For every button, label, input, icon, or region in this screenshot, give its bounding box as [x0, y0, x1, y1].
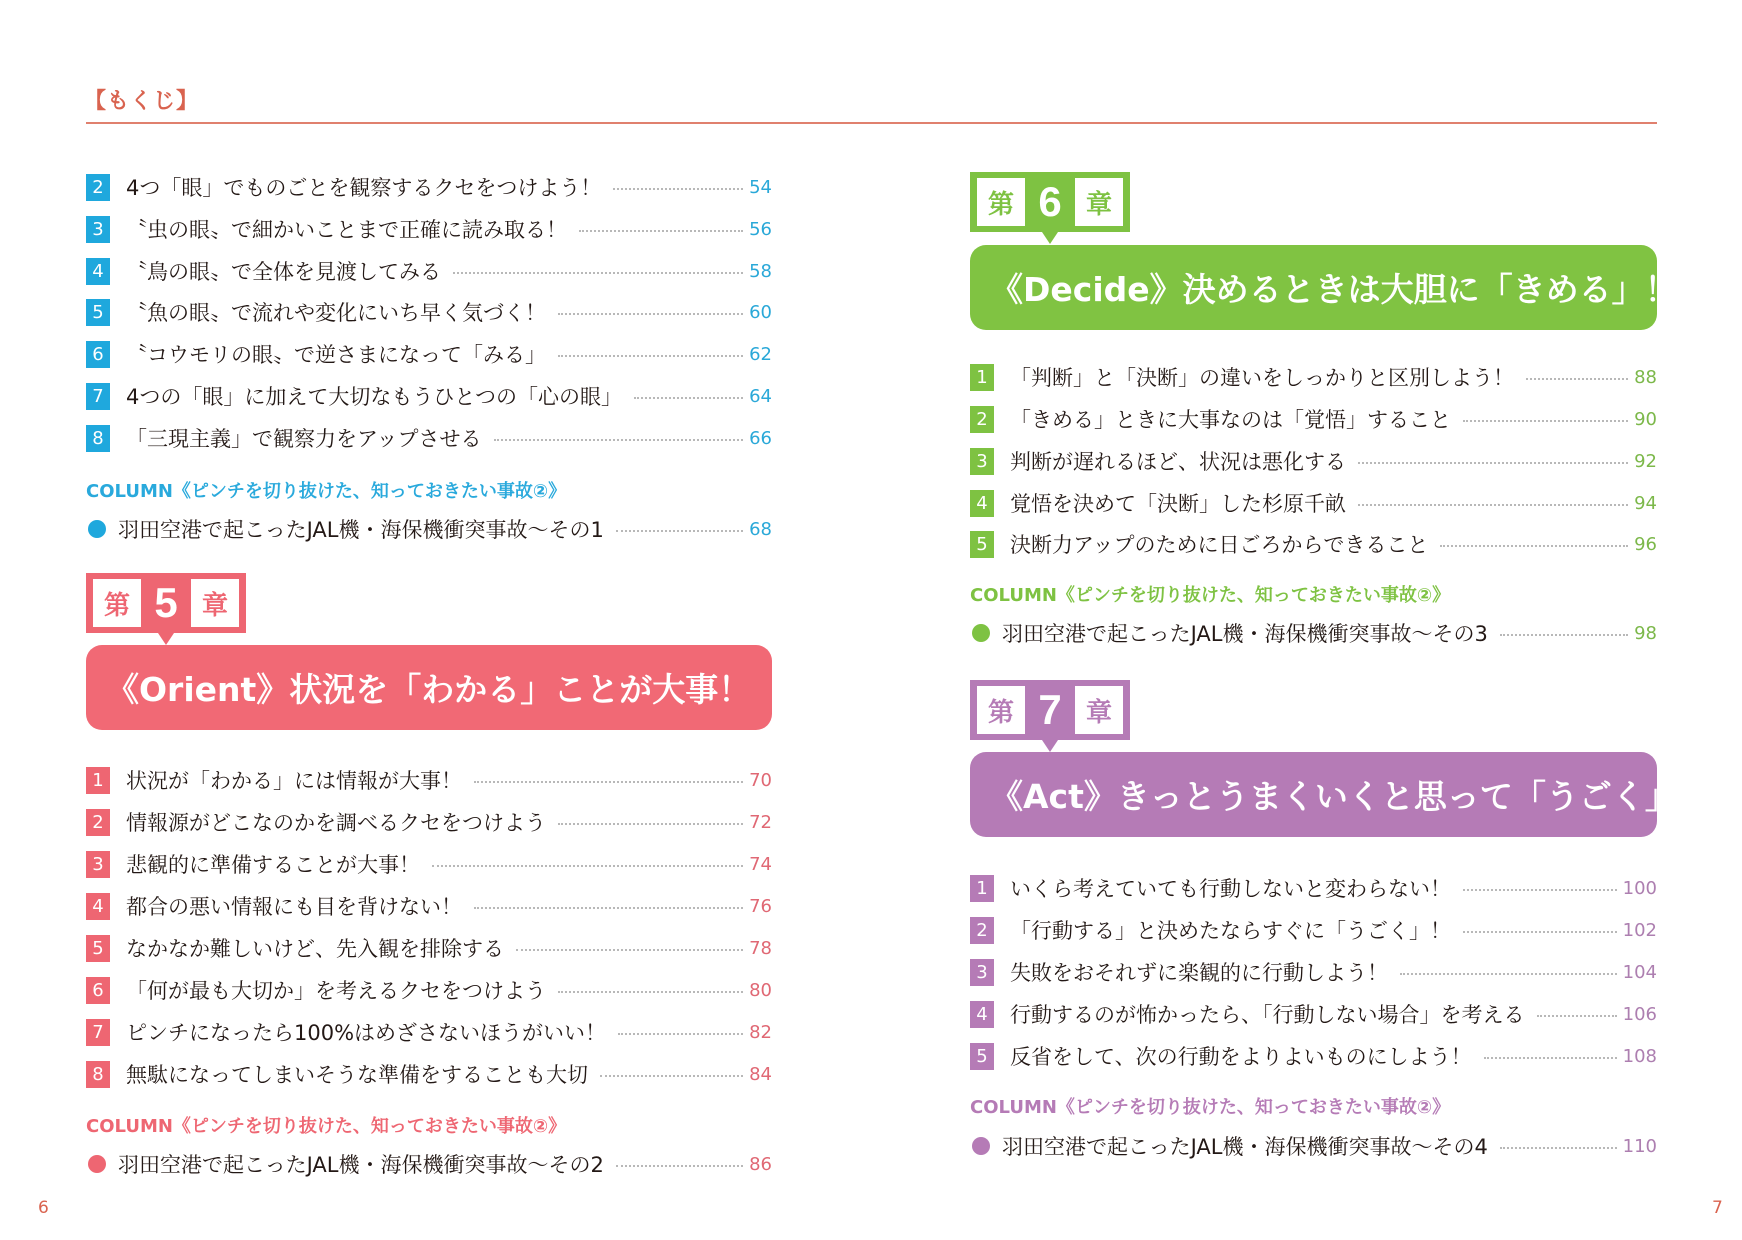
entry-number: 4	[86, 893, 110, 920]
chapter-badge	[970, 172, 1130, 232]
chapter-number: 5	[154, 579, 178, 626]
badge-pointer-icon	[1042, 740, 1058, 752]
column-heading: COLUMN《ピンチを切り抜けた、知っておきたい事故②》	[86, 481, 567, 502]
toc-entry[interactable]	[86, 1017, 772, 1047]
dot-leader	[1484, 1057, 1617, 1059]
entry-page: 72	[749, 811, 772, 833]
toc-entry[interactable]	[86, 975, 772, 1005]
chapter-badge	[86, 573, 246, 633]
entry-title: 〝虫の眼〟で細かいことまで正確に読み取る！	[126, 218, 567, 242]
entry-title: 羽田空港で起こったJAL機・海保機衝突事故〜その4	[1002, 1135, 1488, 1159]
toc-entry[interactable]	[970, 529, 1657, 559]
entry-page: 106	[1622, 1003, 1657, 1025]
toc-entry[interactable]	[86, 933, 772, 963]
dot-leader	[1537, 1015, 1617, 1017]
badge-prefix: 第	[93, 579, 141, 627]
entry-title: 4つの「眼」に加えて大切なもうひとつの「心の眼」	[126, 385, 622, 409]
entry-number: 1	[86, 767, 110, 794]
dot-leader	[634, 397, 743, 399]
entry-number: 1	[970, 364, 994, 391]
toc-entry[interactable]	[86, 297, 772, 327]
column-heading: COLUMN《ピンチを切り抜けた、知っておきたい事故②》	[970, 1097, 1451, 1118]
bullet-dot-icon	[88, 1155, 106, 1173]
entry-number: 4	[86, 258, 110, 285]
dot-leader	[516, 949, 743, 951]
entry-title: 〝魚の眼〟で流れや変化にいち早く気づく！	[126, 301, 546, 325]
entry-number: 8	[86, 1061, 110, 1088]
toc-entry[interactable]	[86, 423, 772, 453]
toc-entry[interactable]	[86, 339, 772, 369]
toc-entry[interactable]	[86, 849, 772, 879]
entry-number: 2	[86, 809, 110, 836]
entry-number: 1	[970, 875, 994, 902]
toc-entry[interactable]	[86, 1059, 772, 1089]
toc-entry[interactable]	[970, 957, 1657, 987]
entry-number: 6	[86, 341, 110, 368]
left-page-column	[86, 0, 772, 1240]
dot-leader	[1463, 931, 1617, 933]
toc-entry[interactable]	[970, 362, 1657, 392]
entry-page: 78	[749, 937, 772, 959]
entry-title: 〝鳥の眼〟で全体を見渡してみる	[126, 260, 441, 284]
entry-number: 7	[86, 1019, 110, 1046]
chapter-badge	[970, 680, 1130, 740]
dot-leader	[616, 530, 743, 532]
badge-prefix: 第	[977, 178, 1025, 226]
entry-number: 5	[86, 299, 110, 326]
entry-title: 失敗をおそれずに楽観的に行動しよう！	[1010, 961, 1388, 985]
chapter-banner[interactable]: 《Act》きっとうまくいくと思って「うごく」！	[970, 752, 1657, 837]
entry-title: いくら考えていても行動しないと変わらない！	[1010, 877, 1451, 901]
entry-page: 82	[749, 1021, 772, 1043]
toc-entry[interactable]	[970, 873, 1657, 903]
dot-leader	[1358, 462, 1628, 464]
entry-title: 「きめる」ときに大事なのは「覚悟」すること	[1010, 408, 1451, 432]
entry-page: 64	[749, 385, 772, 407]
entry-number: 3	[970, 959, 994, 986]
dot-leader	[1440, 545, 1628, 547]
entry-number: 8	[86, 425, 110, 452]
entry-number: 2	[970, 406, 994, 433]
bullet-dot-icon	[972, 1137, 990, 1155]
entry-page: 90	[1634, 408, 1657, 430]
column-heading: COLUMN《ピンチを切り抜けた、知っておきたい事故②》	[86, 1116, 567, 1137]
toc-entry[interactable]	[86, 381, 772, 411]
column-entry[interactable]	[970, 618, 1657, 648]
dot-leader	[453, 272, 743, 274]
dot-leader	[558, 823, 743, 825]
dot-leader	[1526, 378, 1628, 380]
dot-leader	[1358, 504, 1628, 506]
entry-title: 判断が遅れるほど、状況は悪化する	[1010, 450, 1346, 474]
column-entry[interactable]	[970, 1131, 1657, 1161]
entry-number: 2	[970, 917, 994, 944]
badge-prefix: 第	[977, 686, 1025, 734]
entry-title: 反省をして、次の行動をよりよいものにしよう！	[1010, 1045, 1472, 1069]
entry-number: 3	[970, 448, 994, 475]
entry-title: 情報源がどこなのかを調べるクセをつけよう	[126, 811, 546, 835]
dot-leader	[474, 781, 743, 783]
entry-number: 6	[86, 977, 110, 1004]
entry-title: 覚悟を決めて「決断」した杉原千畝	[1010, 492, 1346, 516]
entry-number: 3	[86, 216, 110, 243]
entry-page: 74	[749, 853, 772, 875]
entry-number: 5	[970, 1043, 994, 1070]
dot-leader	[1463, 889, 1617, 891]
entry-page: 58	[749, 260, 772, 282]
entry-page: 104	[1622, 961, 1657, 983]
entry-page: 100	[1622, 877, 1657, 899]
page-number-left: 6	[38, 1198, 49, 1218]
column-heading: COLUMN《ピンチを切り抜けた、知っておきたい事故②》	[970, 585, 1451, 606]
entry-page: 66	[749, 427, 772, 449]
entry-title: ピンチになったら100%はめざさないほうがいい！	[126, 1021, 607, 1045]
entry-page: 86	[749, 1153, 772, 1175]
toc-entry[interactable]	[86, 765, 772, 795]
chapter-number: 7	[1038, 686, 1062, 733]
toc-entry[interactable]	[86, 807, 772, 837]
entry-page: 96	[1634, 533, 1657, 555]
entry-title: 悲観的に準備することが大事！	[126, 853, 420, 877]
toc-entry[interactable]	[86, 891, 772, 921]
chapter-number: 6	[1038, 178, 1062, 225]
entry-page: 60	[749, 301, 772, 323]
badge-pointer-icon	[1042, 232, 1058, 244]
badge-suffix: 章	[1075, 686, 1123, 734]
dot-leader	[494, 439, 744, 441]
toc-entry[interactable]	[970, 404, 1657, 434]
entry-number: 4	[970, 1001, 994, 1028]
entry-page: 98	[1634, 622, 1657, 644]
entry-page: 102	[1622, 919, 1657, 941]
toc-entry[interactable]	[86, 256, 772, 286]
entry-number: 5	[86, 935, 110, 962]
bullet-dot-icon	[88, 520, 106, 538]
entry-title: なかなか難しいけど、先入観を排除する	[126, 937, 504, 961]
right-page-column	[970, 0, 1711, 1240]
badge-suffix: 章	[191, 579, 239, 627]
dot-leader	[558, 355, 743, 357]
chapter-banner[interactable]: 《Decide》決めるときは大胆に「きめる」！	[970, 245, 1657, 330]
entry-page: 110	[1622, 1135, 1657, 1157]
column-entry[interactable]	[86, 1149, 772, 1179]
entry-title: 4つ「眼」でものごとを観察するクセをつけよう！	[126, 176, 602, 200]
toc-entry[interactable]	[86, 214, 772, 244]
dot-leader	[618, 1033, 743, 1035]
dot-leader	[558, 991, 743, 993]
dot-leader	[1500, 634, 1628, 636]
entry-number: 4	[970, 490, 994, 517]
entry-title: 羽田空港で起こったJAL機・海保機衝突事故〜その2	[118, 1153, 604, 1177]
badge-suffix: 章	[1075, 178, 1123, 226]
entry-page: 54	[749, 176, 772, 198]
entry-title: 決断力アップのために日ごろからできること	[1010, 533, 1429, 557]
dot-leader	[616, 1165, 743, 1167]
toc-entry[interactable]	[970, 999, 1657, 1029]
entry-title: 状況が「わかる」には情報が大事！	[126, 769, 462, 793]
entry-number: 2	[86, 174, 110, 201]
entry-title: 「何が最も大切か」を考えるクセをつけよう	[126, 979, 546, 1003]
dot-leader	[558, 313, 743, 315]
badge-pointer-icon	[158, 633, 174, 645]
entry-title: 都合の悪い情報にも目を背けない！	[126, 895, 462, 919]
entry-title: 羽田空港で起こったJAL機・海保機衝突事故〜その3	[1002, 622, 1488, 646]
dot-leader	[600, 1075, 743, 1077]
dot-leader	[474, 907, 743, 909]
dot-leader	[613, 188, 743, 190]
dot-leader	[1400, 973, 1617, 975]
entry-page: 62	[749, 343, 772, 365]
entry-number: 3	[86, 851, 110, 878]
dot-leader	[1500, 1147, 1617, 1149]
entry-page: 80	[749, 979, 772, 1001]
entry-title: 「行動する」と決めたならすぐに「うごく」！	[1010, 919, 1451, 943]
entry-page: 56	[749, 218, 772, 240]
entry-title: 無駄になってしまいそうな準備をすることも大切	[126, 1063, 588, 1087]
entry-title: 「三現主義」で観察力をアップさせる	[126, 427, 482, 451]
bullet-dot-icon	[972, 624, 990, 642]
entry-title: 行動するのが怖かったら、「行動しない場合」を考える	[1010, 1003, 1525, 1027]
entry-number: 5	[970, 531, 994, 558]
toc-entry[interactable]	[970, 488, 1657, 518]
entry-page: 84	[749, 1063, 772, 1085]
dot-leader	[432, 865, 743, 867]
dot-leader	[1463, 420, 1628, 422]
chapter-banner[interactable]: 《Orient》状況を「わかる」ことが大事！	[86, 645, 772, 730]
toc-entry[interactable]	[970, 915, 1657, 945]
entry-page: 70	[749, 769, 772, 791]
entry-title: 羽田空港で起こったJAL機・海保機衝突事故〜その1	[118, 518, 604, 542]
entry-page: 92	[1634, 450, 1657, 472]
entry-page: 76	[749, 895, 772, 917]
entry-page: 88	[1634, 366, 1657, 388]
toc-entry[interactable]	[86, 172, 772, 202]
entry-number: 7	[86, 383, 110, 410]
entry-title: 〝コウモリの眼〟で逆さまになって「みる」	[126, 343, 546, 367]
dot-leader	[579, 230, 743, 232]
entry-page: 108	[1622, 1045, 1657, 1067]
toc-entry[interactable]	[970, 446, 1657, 476]
entry-page: 94	[1634, 492, 1657, 514]
entry-title: 「判断」と「決断」の違いをしっかりと区別しよう！	[1010, 366, 1514, 390]
toc-entry[interactable]	[970, 1041, 1657, 1071]
entry-page: 68	[749, 518, 772, 540]
toc-title: 【もくじ】	[84, 89, 200, 114]
page-number-right: 7	[1712, 1198, 1723, 1218]
column-entry[interactable]	[86, 514, 772, 544]
